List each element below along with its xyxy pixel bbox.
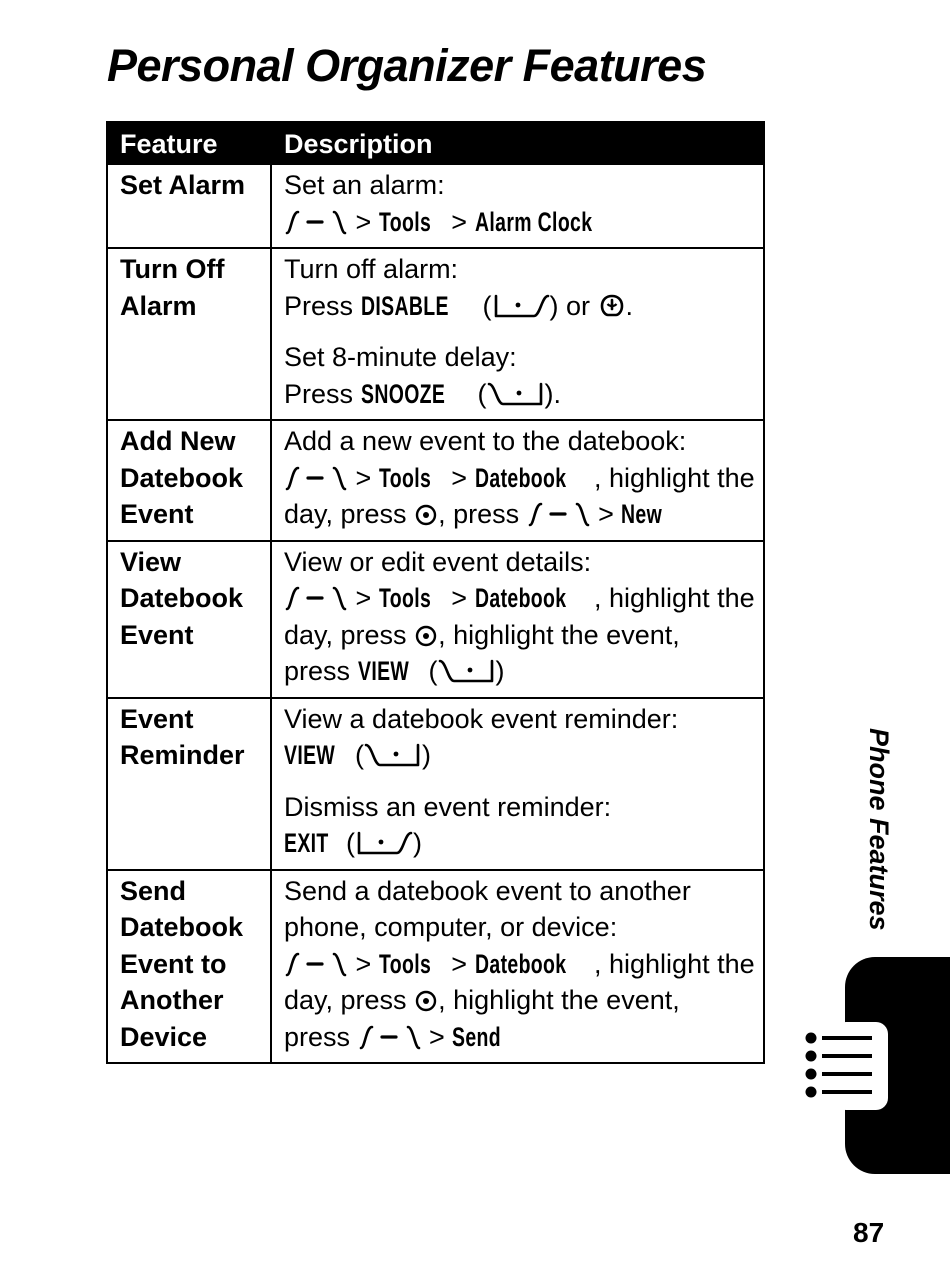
description-line <box>284 909 755 946</box>
description-line <box>284 204 755 241</box>
description-text: Turn off alarm: <box>284 254 459 284</box>
table-header-row <box>107 122 764 164</box>
description-paragraph <box>284 251 755 324</box>
page-title: Personal Organizer Features <box>107 40 707 91</box>
description-text: , highlight the event, <box>438 985 680 1015</box>
description-text: day, press <box>284 499 415 529</box>
menu-command: VIEW <box>357 656 409 686</box>
description-text: ) <box>495 656 505 686</box>
menu-command: Tools <box>378 462 431 493</box>
description-line <box>284 251 755 288</box>
description-text: Set an alarm: <box>284 170 445 200</box>
menu-command: VIEW <box>284 740 336 770</box>
description-text: > <box>421 1021 453 1052</box>
description-text: > <box>443 948 475 979</box>
description-cell <box>271 541 764 698</box>
menu-command: Send <box>452 1021 502 1052</box>
description-line <box>284 737 755 774</box>
description-text: ( <box>470 378 487 409</box>
description-paragraph <box>284 339 755 412</box>
feature-cell: Add New Datebook Event <box>107 420 271 541</box>
description-text: Press <box>284 290 361 321</box>
list-icon <box>800 1020 890 1110</box>
menu-command: DISABLE <box>360 290 449 321</box>
description-line <box>284 653 755 690</box>
description-text: ) <box>412 828 422 858</box>
menu-command: Datebook <box>474 948 566 979</box>
section-side-label: Phone Features <box>864 728 894 931</box>
feature-cell: Event Reminder <box>107 698 271 870</box>
description-line <box>284 701 755 738</box>
description-text: Press <box>284 378 361 409</box>
menu-command: EXIT <box>284 828 329 858</box>
description-paragraph <box>284 167 755 240</box>
feature-cell: View Datebook Event <box>107 541 271 698</box>
page-number: 87 <box>853 1217 885 1248</box>
description-text: > <box>348 948 379 979</box>
description-line <box>284 423 755 460</box>
description-line <box>284 617 755 654</box>
feature-cell: Turn Off Alarm <box>107 248 271 420</box>
description-cell <box>271 164 764 248</box>
description-line <box>284 167 755 204</box>
menu-command: SNOOZE <box>360 378 445 409</box>
right-soft-key-icon <box>364 740 422 770</box>
description-text: day, press <box>284 619 415 650</box>
description-line <box>284 1019 755 1056</box>
menu-command: Datebook <box>474 583 566 613</box>
menu-command: Tools <box>378 583 431 613</box>
description-line <box>284 496 755 533</box>
description-text: Dismiss an event reminder: <box>284 791 612 822</box>
description-text: > <box>590 499 622 529</box>
description-text: ) or <box>549 290 598 321</box>
power-end-key-icon <box>598 291 626 321</box>
description-text: press <box>284 656 358 686</box>
description-text: ). <box>544 378 561 409</box>
description-text: , highlight the event, <box>438 619 680 650</box>
description-paragraph <box>284 873 755 1056</box>
description-text: View or edit event details: <box>284 546 592 577</box>
description-text: Set 8-minute delay: <box>284 342 517 372</box>
description-text: , highlight the <box>594 948 755 979</box>
menu-command: Tools <box>378 206 431 237</box>
description-text: Send a datebook event to another <box>284 875 691 906</box>
left-soft-key-icon <box>492 291 550 321</box>
description-text: > <box>443 583 475 613</box>
menu-command: Datebook <box>474 462 566 493</box>
description-text: ( <box>347 740 364 770</box>
description-line <box>284 339 755 376</box>
menu-command: Tools <box>378 948 431 979</box>
center-select-key-icon <box>414 620 438 650</box>
menu-key-icon <box>284 949 348 979</box>
description-text: ( <box>338 828 355 858</box>
table-row <box>107 541 764 698</box>
center-select-key-icon <box>414 985 438 1015</box>
description-text: ( <box>475 290 492 321</box>
description-cell <box>271 248 764 420</box>
description-text: press <box>284 1021 358 1052</box>
header-description: Description <box>271 122 764 164</box>
menu-command: New <box>621 499 663 529</box>
description-text: > <box>348 206 379 237</box>
description-text: View a datebook event reminder: <box>284 703 679 734</box>
menu-key-icon <box>284 583 348 613</box>
description-text: , highlight the <box>594 462 755 493</box>
menu-key-icon <box>284 207 348 237</box>
description-line <box>284 789 755 826</box>
menu-key-icon <box>284 463 348 493</box>
description-line <box>284 825 755 862</box>
table-row <box>107 248 764 420</box>
description-line <box>284 982 755 1019</box>
feature-cell: Set Alarm <box>107 164 271 248</box>
description-text: , highlight the <box>594 583 755 613</box>
description-line <box>284 544 755 581</box>
description-line <box>284 873 755 910</box>
description-line <box>284 460 755 497</box>
menu-command: Alarm Clock <box>474 206 592 237</box>
description-paragraph <box>284 544 755 690</box>
table-row <box>107 698 764 870</box>
features-table <box>106 121 765 1064</box>
description-line <box>284 288 755 325</box>
description-text: > <box>443 206 475 237</box>
description-cell <box>271 870 764 1064</box>
description-cell <box>271 420 764 541</box>
description-paragraph <box>284 423 755 533</box>
right-soft-key-icon <box>487 379 545 409</box>
table-row <box>107 420 764 541</box>
description-text: > <box>348 583 379 613</box>
description-line <box>284 376 755 413</box>
feature-cell: Send Datebook Event to Another Device <box>107 870 271 1064</box>
header-feature: Feature <box>107 122 271 164</box>
description-cell <box>271 698 764 870</box>
description-text: ( <box>421 656 438 686</box>
table-row <box>107 164 764 248</box>
description-text: , press <box>438 499 527 529</box>
description-text: phone, computer, or device: <box>284 912 618 942</box>
description-paragraph <box>284 701 755 774</box>
menu-key-icon <box>358 1022 422 1052</box>
description-text: . <box>625 290 634 321</box>
table-row <box>107 870 764 1064</box>
description-line <box>284 580 755 617</box>
description-paragraph <box>284 789 755 862</box>
description-text: Add a new event to the datebook: <box>284 426 687 456</box>
description-line <box>284 946 755 983</box>
center-select-key-icon <box>414 499 438 529</box>
description-text: ) <box>421 740 431 770</box>
right-soft-key-icon <box>438 656 496 686</box>
description-text: > <box>443 462 475 493</box>
left-soft-key-icon <box>355 828 413 858</box>
menu-key-icon <box>527 499 591 529</box>
description-text: > <box>348 462 379 493</box>
description-text: day, press <box>284 985 415 1015</box>
